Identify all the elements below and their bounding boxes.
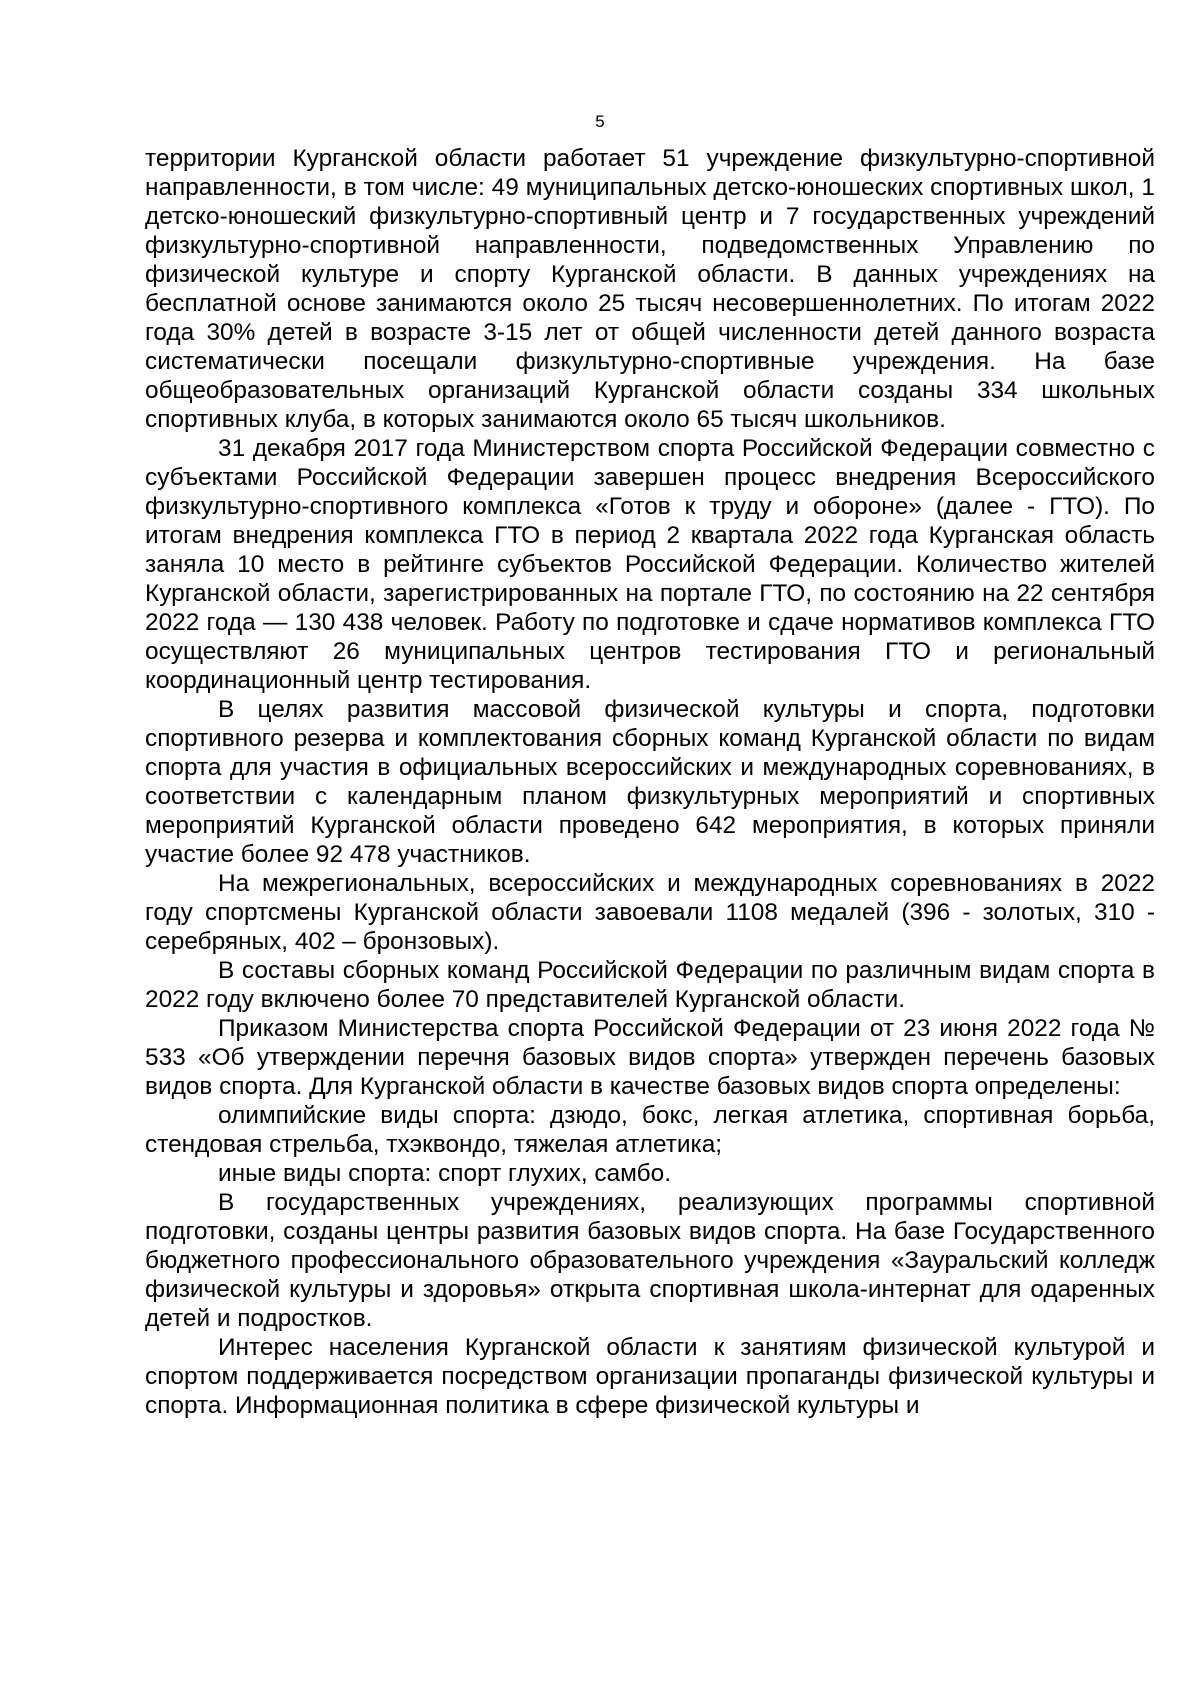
paragraph: В государственных учреждениях, реализующих программы спортивной подготовки, созданы центры развития базовых видов спорта. На базе Государственного бюджетного профессионального образовательного учреждения «Зауральский колледж физической культуры и здоровья» открыта спортивная школа-интернат для одаренных детей и подростков. [145, 1189, 1155, 1332]
paragraph: территории Курганской области работает 51 учреждение физкультурно-спортивной направленности, в том числе: 49 муниципальных детско-юношеских спортивных школ, 1 детско-юношеский физкультурно-спортивный центр и 7 государственных учреждений физкультурно-спортивной направленности, подведомственных Управлению по физической культуре и спорту Курганской области. В данных учреждениях на бесплатной основе занимаются около 25 тысяч несовершеннолетних. По итогам 2022 года 30% детей в возрасте 3-15 лет от общей численности детей данного возраста систематически посещали физкультурно-спортивные учреждения. На базе общеобразовательных организаций Курганской области созданы 334 школьных спортивных клуба, в которых занимаются около 65 тысяч школьников. [145, 145, 1155, 433]
paragraph: олимпийские виды спорта: дзюдо, бокс, легкая атлетика, спортивная борьба, стендовая стрельба, тхэквондо, тяжелая атлетика; [145, 1102, 1155, 1158]
paragraph: На межрегиональных, всероссийских и международных соревнованиях в 2022 году спортсмены Курганской области завоевали 1108 медалей (396 - золотых, 310 - серебряных, 402 – бронзовых). [145, 870, 1155, 955]
paragraph: Интерес населения Курганской области к занятиям физической культурой и спортом поддерживается посредством организации пропаганды физической культуры и спорта. Информационная политика в сфере физической культуры и [145, 1334, 1155, 1419]
page-number: 5 [595, 112, 605, 131]
paragraph: Приказом Министерства спорта Российской Федерации от 23 июня 2022 года № 533 «Об утверждении перечня базовых видов спорта» утвержден перечень базовых видов спорта. Для Курганской области в качестве базовых видов спорта определены: [145, 1015, 1155, 1100]
paragraph: В составы сборных команд Российской Федерации по различным видам спорта в 2022 году включено более 70 представителей Курганской области. [145, 957, 1155, 1013]
paragraph: иные виды спорта: спорт глухих, самбо. [218, 1160, 671, 1187]
document-body [145, 144, 1155, 1420]
paragraph: 31 декабря 2017 года Министерством спорта Российской Федерации совместно с субъектами Российской Федерации завершен процесс внедрения Всероссийского физкультурно-спортивного комплекса «Готов к труду и обороне» (далее - ГТО). По итогам внедрения комплекса ГТО в период 2 квартала 2022 года Курганская область заняла 10 место в рейтинге субъектов Российской Федерации. Количество жителей Курганской области, зарегистрированных на портале ГТО, по состоянию на 22 сентября 2022 года — 130 438 человек. Работу по подготовке и сдаче нормативов комплекса ГТО осуществляют 26 муниципальных центров тестирования ГТО и региональный координационный центр тестирования. [145, 435, 1155, 694]
paragraph: В целях развития массовой физической культуры и спорта, подготовки спортивного резерва и комплектования сборных команд Курганской области по видам спорта для участия в официальных всероссийских и международных соревнованиях, в соответствии с календарным планом физкультурных мероприятий и спортивных мероприятий Курганской области проведено 642 мероприятия, в которых приняли участие более 92 478 участников. [145, 696, 1155, 868]
